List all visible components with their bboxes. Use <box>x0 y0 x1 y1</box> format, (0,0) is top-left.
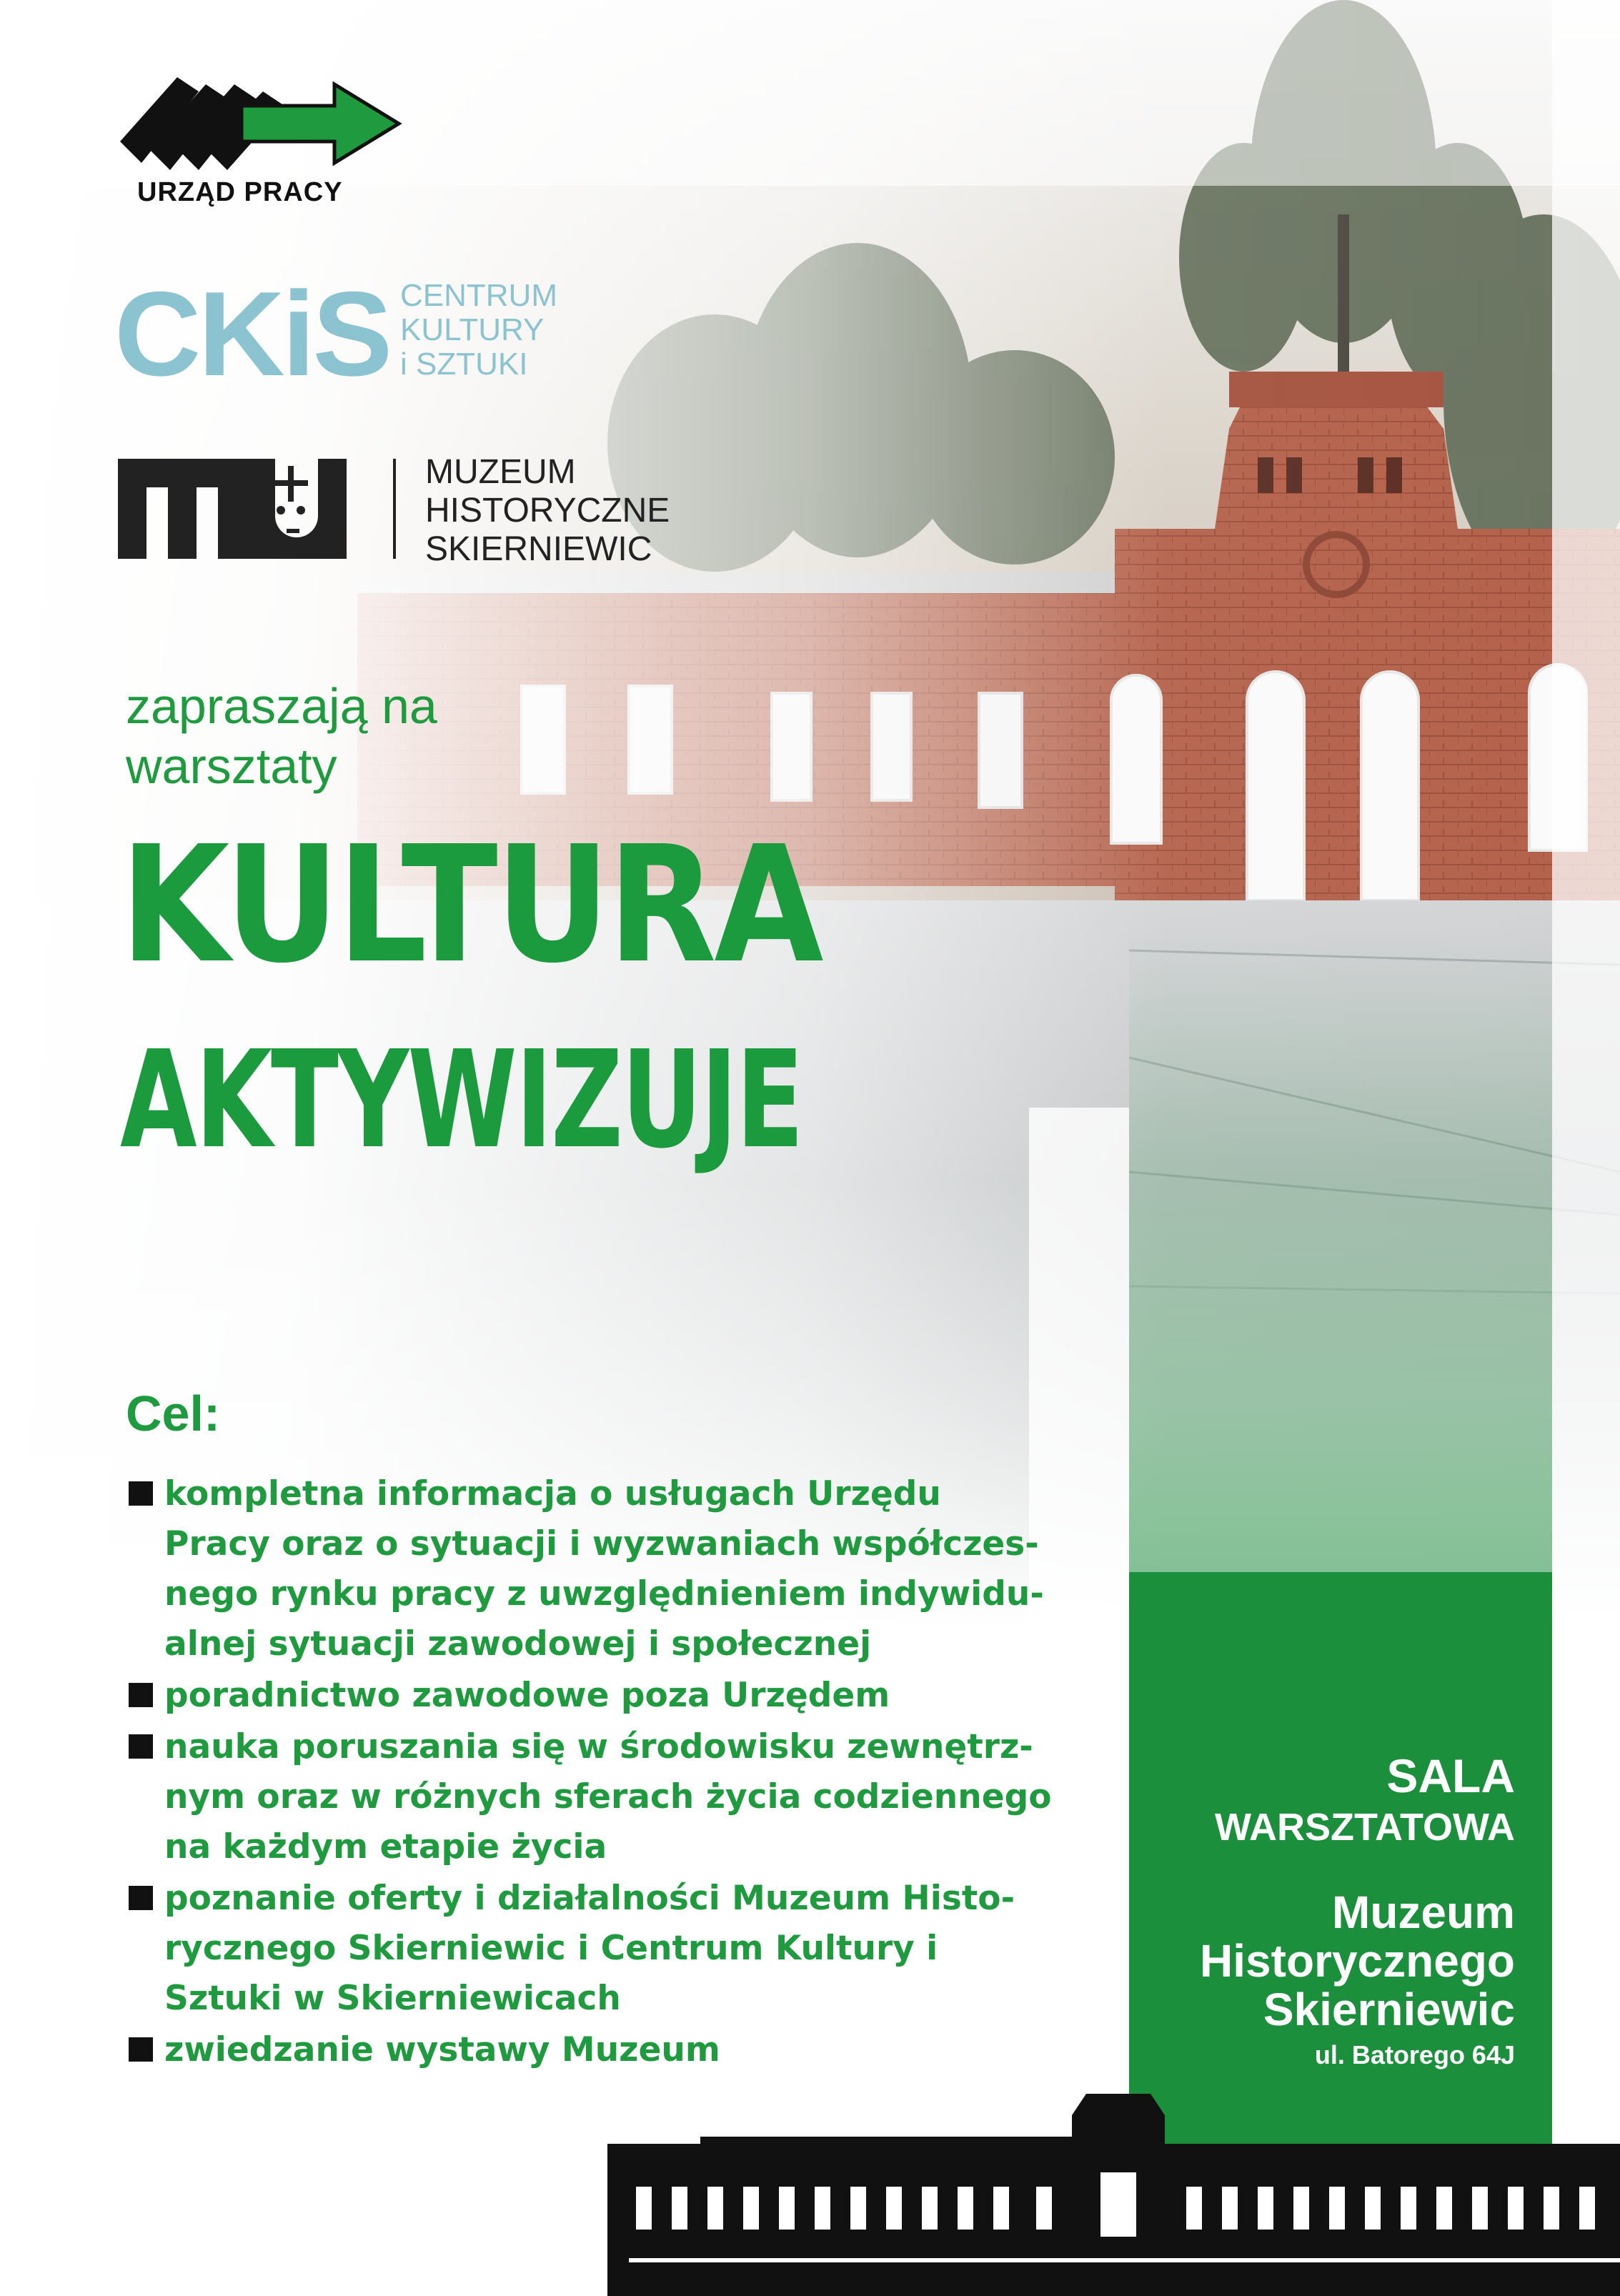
bullet-square-icon <box>129 1734 153 1759</box>
list-item <box>129 2025 1058 2075</box>
venue-info <box>1129 1749 1515 2071</box>
goals-list <box>129 1469 1058 2077</box>
bullet-square-icon <box>129 1886 153 1910</box>
cards-arrow-icon <box>120 63 406 177</box>
muzeum-emblem-icon <box>118 444 404 566</box>
goal-text: poradnictwo zawodowe poza Urzędem <box>164 1676 890 1715</box>
venue-name <box>1129 1888 1515 2034</box>
venue-room-line-1: SALA <box>1386 1749 1515 1802</box>
list-item <box>129 1722 1058 1872</box>
list-item <box>129 1469 1058 1669</box>
goal-text: zwiedzanie wystawy Muzeum <box>164 2030 720 2069</box>
goal-text: nauka poruszania się w środowisku zewnętrz-nym oraz w różnych sferach życia codziennego na każdym etapie życia <box>164 1727 1052 1867</box>
venue-name-line: Skierniewic <box>1263 1984 1515 2035</box>
bullet-square-icon <box>129 2037 153 2062</box>
intro-text <box>126 676 437 796</box>
list-item <box>129 1874 1058 2024</box>
urzad-pracy-wordmark: URZĄD PRACY <box>137 177 343 207</box>
venue-address: ul. Batorego 64J <box>1314 2040 1515 2069</box>
goal-text: poznanie oferty i działalności Muzeum Histo-rycznego Skierniewic i Centrum Kultury i Sztuki w Skierniewicach <box>164 1879 1015 2018</box>
ckis-logo <box>114 267 572 401</box>
ckis-letters: CKiS <box>114 267 390 401</box>
muzeum-line: MUZEUM <box>425 453 576 491</box>
venue-name-line: Historycznego <box>1200 1935 1515 1987</box>
list-item <box>129 1671 1058 1721</box>
ckis-line: CENTRUM <box>400 278 557 313</box>
muzeum-line: HISTORYCZNE <box>425 492 670 530</box>
muzeum-line: SKIERNIEWIC <box>425 530 652 568</box>
intro-line: zapraszają na <box>126 678 437 734</box>
goals-heading: Cel: <box>126 1386 221 1441</box>
bullet-square-icon <box>129 1481 153 1506</box>
headline-line-2: AKTYWIZUJE <box>120 1022 802 1178</box>
urzad-pracy-logo <box>120 63 406 213</box>
headline-line-1: KULTURA <box>120 812 822 999</box>
bullet-square-icon <box>129 1683 153 1707</box>
intro-line: warsztaty <box>126 738 337 794</box>
venue-name-line: Muzeum <box>1332 1887 1515 1938</box>
ckis-line: KULTURY <box>400 312 545 347</box>
ckis-line: i SZTUKI <box>400 347 528 382</box>
muzeum-logo <box>118 444 747 566</box>
venue-room-line-2: WARSZTATOWA <box>1215 1806 1515 1849</box>
goal-text: kompletna informacja o usługach Urzędu Pracy oraz o sytuacji i wyzwaniach współczes-nego rynku pracy z uwzględnieniem indywidu-alnej sytuacji zawodowej i społecznej <box>164 1474 1044 1664</box>
